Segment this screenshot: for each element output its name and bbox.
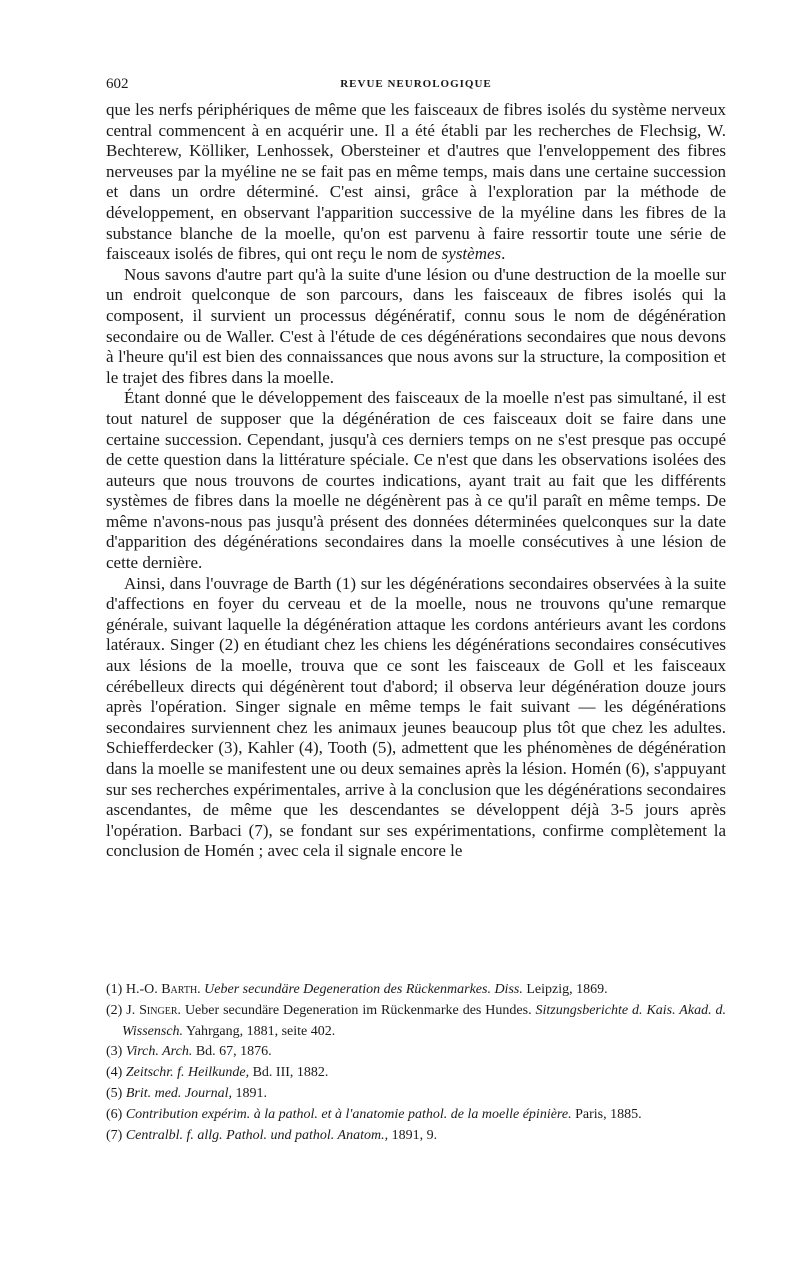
running-head: REVUE NEUROLOGIQUE xyxy=(340,78,492,90)
footnote: (1) H.-O. Barth. Ueber secundäre Degeneration des Rückenmarkes. Diss. Leipzig, 1869. xyxy=(106,982,608,997)
page-header xyxy=(106,76,726,98)
paragraph: Étant donné que le développement des faisceaux de la moelle n'est pas simultané, il est tout naturel de supposer que la dégénération de ces faisceaux doit se faire dans une certaine succession. Cependant, jusqu'à ces derniers temps on ne s'est presque pas occupé de cette question dans la littérature spéciale. Ce n'est que dans les observations isolées des auteurs que nous trouvons de courtes indications, ayant trait au fait que les différents systèmes de fibres dans la moelle ne dégénèrent pas à ce qu'il paraît en même temps. De même n'avons-nous pas jusqu'à présent des données déterminées quelconques sur la date d'apparition des dégénérations secondaires dans la moelle consécutives à une lésion de cette dernière. xyxy=(106,388,726,573)
paragraph: Nous savons d'autre part qu'à la suite d'une lésion ou d'une destruction de la moelle sur un endroit quelconque de son parcours, dans les faisceaux de fibres isolés qui la composent, il survient un processus dégénératif, connu sous le nom de dégénération secondaire ou de Waller. C'est à l'étude de ces dégénérations secondaires que nous devons à l'heure qu'il est bien des connaissances que nous avons sur la structure, la composition et le trajet des fibres dans la moelle. xyxy=(106,264,726,387)
body-text xyxy=(106,100,726,862)
paragraph: que les nerfs périphériques de même que les faisceaux de fibres isolés du système nerveux central commencent à en acquérir une. Il a été établi par les recherches de Flechsig, W. Bechterew, Kölliker, Lenhossek, Obersteiner et d'autres que l'enveloppement des fibres nerveuses par la myéline ne se fait pas en même temps, mais dans une certaine succession et dans un ordre déterminé. C'est ainsi, grâce à l'exploration par la méthode de développement, en observant l'apparition successive de la myéline dans les fibres de la substance blanche de la moelle, qu'on est parvenu à faire ressortir toute une série de faisceaux isolés de fibres, qui ont reçu le nom de systèmes. xyxy=(106,100,726,264)
footnote: (7) Centralbl. f. allg. Pathol. und pathol. Anatom., 1891, 9. xyxy=(106,1127,438,1143)
footnote: (3) Virch. Arch. Bd. 67, 1876. xyxy=(106,1044,272,1060)
paragraph: Ainsi, dans l'ouvrage de Barth (1) sur les dégénérations secondaires observées à la suite d'affections en foyer du cerveau et de la moelle, nous ne trouvons qu'une remarque générale, suivant laquelle la dégénération attaque les cordons antérieurs avant les cordons latéraux. Singer (2) en étudiant chez les chiens les dégénérations secondaires consécutives aux lésions de la moelle, trouva que ce sont les faisceaux de Goll et les faisceaux cérébelleux directs qui dégénèrent tout d'abord; il observa leur dégénération douze jours après l'opération. Singer signale en même temps le fait suivant — les dégénérations secondaires surviennent chez les animaux jeunes beaucoup plus tôt que chez les adultes. Schiefferdecker (3), Kahler (4), Tooth (5), admettent que les phénomènes de dégénération dans la moelle se manifestent une ou deux semaines après la lésion. Homén (6), s'appuyant sur ses recherches expérimentales, arrive à la conclusion que les dégénérations secondaires ascendantes, de même que les descendantes se développent déjà 3-5 jours après l'opération. Barbaci (7), se fondant sur ses expérimentations, confirme complètement la conclusion de Homén ; avec cela il signale encore le xyxy=(106,573,726,861)
footnotes xyxy=(106,980,726,1146)
footnote: (5) Brit. med. Journal, 1891. xyxy=(106,1085,267,1101)
footnote: (4) Zeitschr. f. Heilkunde, Bd. III, 1882. xyxy=(106,1065,329,1081)
page-number: 602 xyxy=(106,76,129,92)
footnote: (2) J. Singer. Ueber secundäre Degeneration im Rückenmarke des Hundes. Sitzungsberichte d. Kais. Akad. d. Wissensch. Yahrgang, 1881, seite 402. xyxy=(106,1002,727,1039)
footnote: (6) Contribution expérim. à la pathol. et à l'anatomie pathol. de la moelle épinière. Paris, 1885. xyxy=(106,1106,642,1122)
